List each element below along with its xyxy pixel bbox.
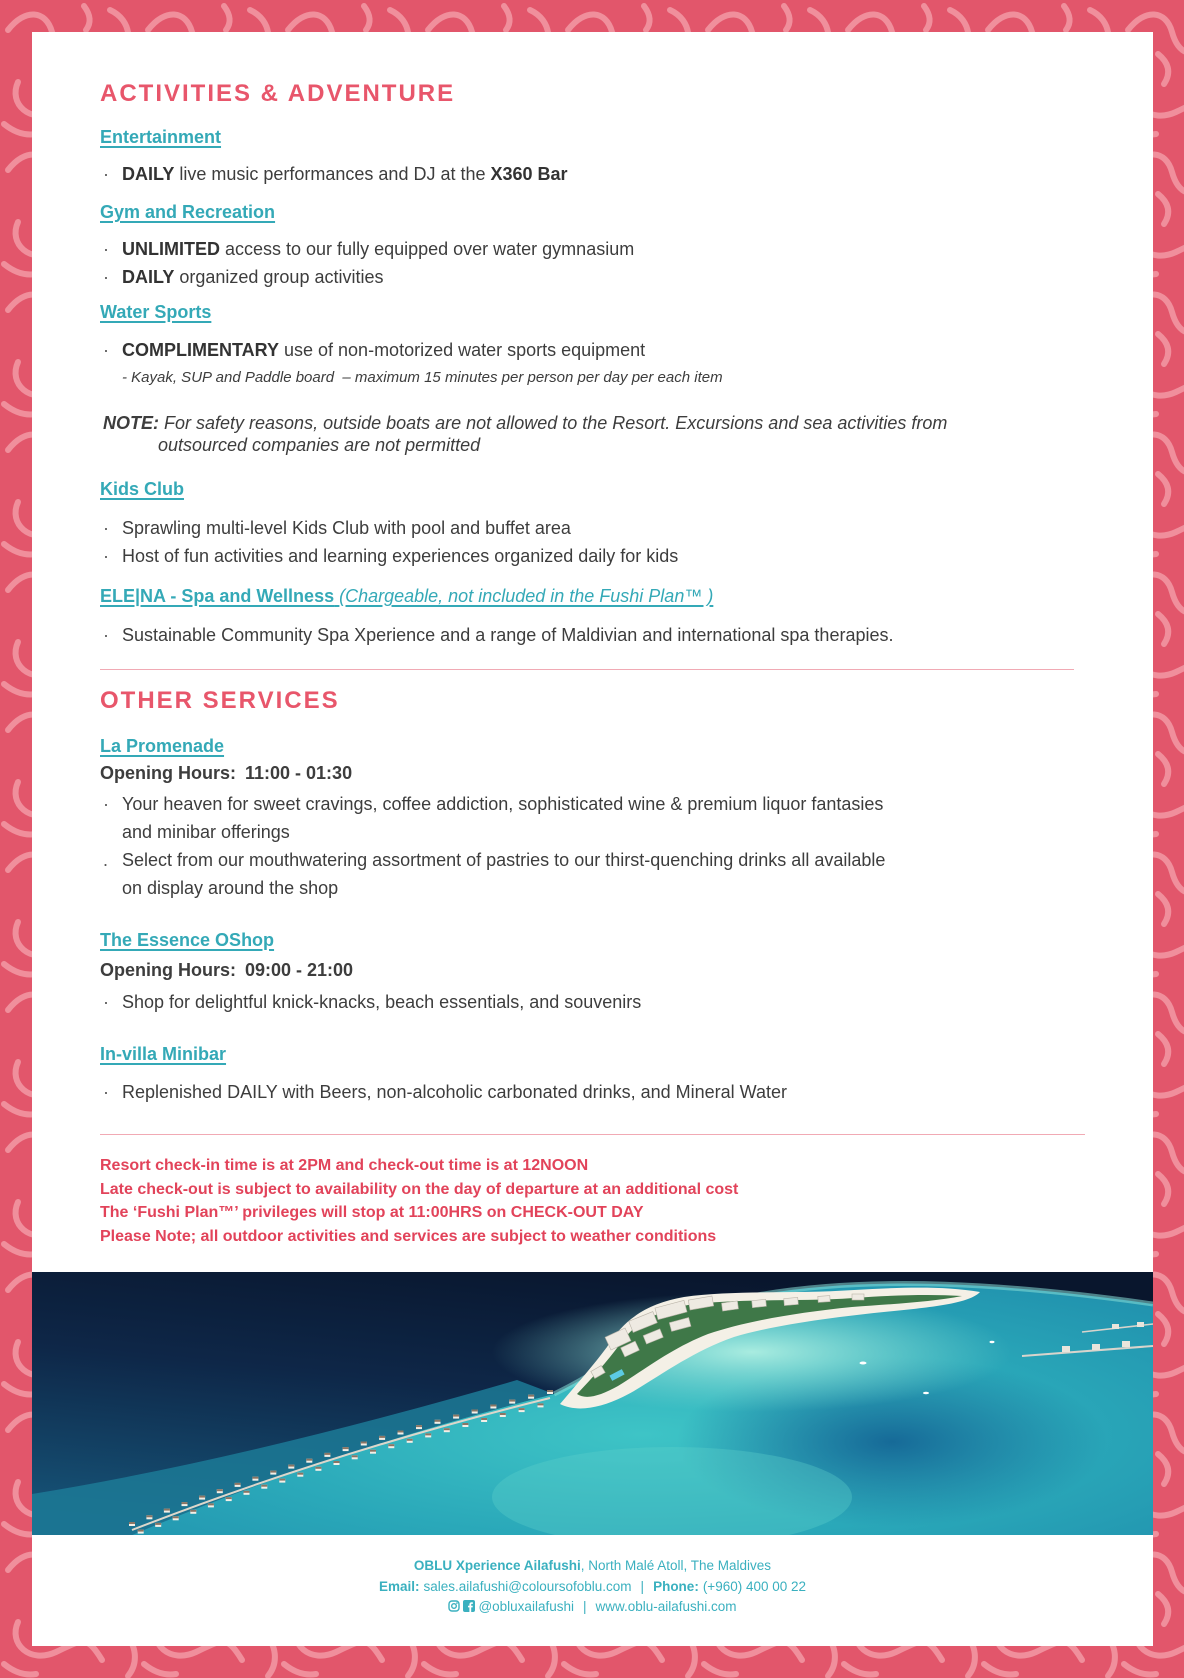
item-text: Select from our mouthwatering assortment of pastries to our thirst-quenching drinks all available on display around the shop [122, 850, 886, 898]
item-emphasis: X360 Bar [490, 164, 568, 184]
resort-aerial-photo [32, 1272, 1153, 1535]
item-text: live music performances and DJ at the [174, 164, 491, 184]
water-villa-roof [538, 1403, 544, 1405]
water-villa-roof [261, 1485, 267, 1487]
water-villa-roof [146, 1515, 152, 1517]
hours-value: 11:00 - 01:30 [245, 763, 353, 783]
water-villa-roof [500, 1413, 506, 1415]
water-villa-roof [379, 1436, 385, 1438]
bullet: · [103, 164, 109, 184]
water-villa-roof [306, 1459, 312, 1461]
water-villa-roof [388, 1444, 394, 1446]
essence-shop-title[interactable]: The Essence OShop [100, 930, 275, 950]
water-villa-roof [528, 1395, 534, 1397]
item-emphasis: UNLIMITED [122, 239, 220, 259]
bullet: · [103, 625, 109, 645]
item-text: Sustainable Community Spa Xperience and a range of Maldivian and international spa therapies. [122, 625, 894, 645]
la-promenade-title[interactable]: La Promenade [100, 736, 225, 756]
note-label: NOTE: [103, 413, 159, 433]
kids-club-title[interactable]: Kids Club [100, 479, 184, 499]
item-text: Sprawling multi-level Kids Club with pool and buffet area [122, 518, 571, 538]
list-item [103, 517, 571, 539]
item-emphasis: COMPLIMENTARY [122, 340, 279, 360]
bullet: · [103, 267, 109, 287]
opening-hours [100, 959, 353, 981]
spa-title[interactable] [100, 585, 713, 607]
water-villa-roof [164, 1509, 170, 1511]
water-villa-roof [398, 1431, 404, 1433]
item-text: access to our fully equipped over water gymnasium [220, 239, 635, 259]
separator: | [640, 1578, 645, 1594]
policy-weather: Please Note; all outdoor activities and services are subject to weather conditions [100, 1228, 717, 1246]
water-villa-roof [138, 1530, 144, 1532]
water-villa-roof [343, 1447, 349, 1449]
water-villa-roof [129, 1522, 135, 1524]
water-villa-roof [324, 1453, 330, 1455]
item-text: use of non-motorized water sports equipment [279, 340, 646, 360]
separator: | [582, 1599, 587, 1614]
bullet: · [103, 340, 109, 360]
water-villa-roof [352, 1455, 358, 1457]
water-villa-roof [235, 1483, 241, 1485]
water-villa-roof [208, 1503, 214, 1505]
water-villa-roof [472, 1410, 478, 1412]
footer-contact [32, 1577, 1153, 1598]
website-link[interactable]: www.oblu-ailafushi.com [595, 1599, 737, 1614]
water-villa-roof [519, 1408, 525, 1410]
list-item [103, 846, 897, 902]
spa-title-text: ELE|NA - Spa and Wellness [100, 586, 335, 606]
water-villa-roof [288, 1465, 294, 1467]
item-detail: - Kayak, SUP and Paddle board – maximum 15 minutes per person per day per each item [122, 369, 723, 386]
water-villa-roof [217, 1489, 223, 1491]
water-villa-roof [370, 1450, 376, 1452]
footer-social [32, 1597, 1153, 1618]
list-item [103, 1081, 787, 1103]
list-item [103, 991, 641, 1013]
water-villa-roof [297, 1473, 303, 1475]
item-text: Your heaven for sweet cravings, coffee addiction, sophisticated wine & premium liquor fantasies and minibar offerings [122, 794, 884, 842]
water-villa-roof [315, 1467, 321, 1469]
hours-value: 09:00 - 21:00 [245, 960, 354, 980]
gym-title[interactable]: Gym and Recreation [100, 202, 276, 222]
other-services-heading: OTHER SERVICES [100, 687, 340, 714]
instagram-icon[interactable] [448, 1598, 460, 1610]
water-villa-roof [334, 1461, 340, 1463]
phone-label: Phone: [653, 1578, 699, 1594]
bullet: · [103, 992, 109, 1012]
list-item [103, 790, 897, 846]
policy-checkin: Resort check-in time is at 2PM and check-out time is at 12NOON [100, 1157, 589, 1174]
water-villa-roof [425, 1433, 431, 1435]
water-villa-roof [416, 1425, 422, 1427]
facebook-icon[interactable] [463, 1598, 475, 1610]
policy-notes [100, 1154, 738, 1249]
policy-late-checkout: Late check-out is subject to availability on the day of departure at an additional cost [100, 1180, 739, 1198]
footer-address [32, 1556, 1153, 1577]
water-villa-roof [173, 1516, 179, 1518]
water-sports-title[interactable]: Water Sports [100, 302, 212, 322]
hours-label: Opening Hours: [100, 763, 236, 783]
email-link[interactable]: sales.ailafushi@coloursofoblu.com [423, 1578, 632, 1594]
note-text: For safety reasons, outside boats are not allowed to the Resort. Excursions and sea activities from [164, 413, 948, 433]
policy-plan-end: The ‘Fushi Plan™’ privileges will stop at 11:00HRS on CHECK-OUT DAY [100, 1204, 644, 1222]
bullet: · [103, 546, 109, 566]
item-text: Host of fun activities and learning experiences organized daily for kids [122, 546, 679, 566]
list-item [103, 545, 678, 567]
minibar-title[interactable]: In-villa Minibar [100, 1044, 227, 1064]
water-villa-roof [190, 1510, 196, 1512]
water-villa-roof [481, 1418, 487, 1420]
water-villa-roof [244, 1491, 250, 1493]
item-emphasis: DAILY [122, 164, 175, 184]
water-villa-roof [270, 1471, 276, 1473]
hours-label: Opening Hours: [100, 960, 236, 980]
water-villa-roof [462, 1423, 468, 1425]
item-emphasis: DAILY [122, 267, 175, 287]
section-divider [100, 669, 1074, 670]
resort-name: OBLU Xperience Ailafushi [413, 1558, 581, 1573]
safety-note [103, 412, 947, 434]
resort-location: , North Malé Atoll, The Maldives [580, 1558, 772, 1573]
item-text: Shop for delightful knick-knacks, beach essentials, and souvenirs [122, 992, 642, 1012]
bullet: · [103, 518, 109, 538]
phone-number: (+960) 400 00 22 [702, 1578, 807, 1594]
bullet: · [103, 794, 109, 814]
note-text-continued: outsourced companies are not permitted [158, 435, 481, 455]
bullet: · [103, 1082, 109, 1102]
spa-title-note: (Chargeable, not included in the Fushi Plan™ ) [339, 586, 714, 606]
activities-heading: ACTIVITIES & ADVENTURE [100, 80, 456, 107]
water-villa-roof [453, 1415, 459, 1417]
email-label: Email: [378, 1578, 420, 1594]
social-handle[interactable]: @obluxailafushi [478, 1599, 574, 1614]
bullet: . [103, 850, 109, 870]
water-villa-roof [182, 1502, 188, 1504]
item-text: organized group activities [174, 267, 384, 287]
water-villa-roof [490, 1405, 496, 1407]
section-divider [100, 1134, 1085, 1135]
list-item [103, 624, 893, 646]
bullet: · [103, 239, 109, 259]
list-item [103, 163, 568, 185]
water-villa-roof [252, 1477, 258, 1479]
water-villa-roof [199, 1496, 205, 1498]
water-villa-roof [444, 1428, 450, 1430]
water-villa-roof [226, 1497, 232, 1499]
entertainment-title[interactable]: Entertainment [100, 127, 222, 147]
water-villa-roof [361, 1442, 367, 1444]
water-villa-roof [435, 1420, 441, 1422]
water-villa-roof [509, 1400, 515, 1402]
opening-hours [100, 762, 352, 784]
water-villa-roof [155, 1523, 161, 1525]
water-villa-roof [547, 1390, 553, 1392]
water-villa-roof [279, 1479, 285, 1481]
water-villa-roof [407, 1439, 413, 1441]
item-text: Replenished DAILY with Beers, non-alcoholic carbonated drinks, and Mineral Water [122, 1082, 788, 1102]
list-item [103, 266, 383, 288]
list-item [103, 339, 645, 361]
list-item [103, 238, 634, 260]
